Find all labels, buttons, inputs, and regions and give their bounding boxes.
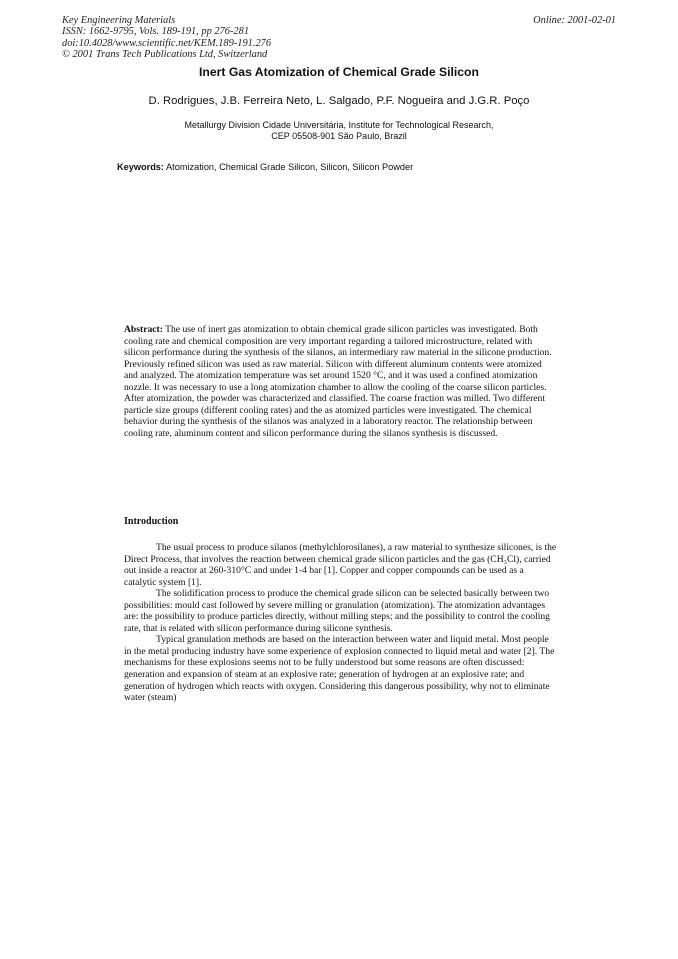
introduction-heading: Introduction bbox=[124, 516, 179, 527]
keywords-label: Keywords: bbox=[117, 162, 164, 172]
abstract-label: Abstract: bbox=[124, 324, 163, 335]
journal-header bbox=[62, 15, 271, 60]
abstract-text: The use of inert gas atomization to obtain chemical grade silicon particles was investigated. Both cooling rate and chemical composition are very important regarding a tailored microstructure, related with silicon performance during the synthesis of the silanos, an intermediary raw material in the silicone production. Previously refined silicon was used as raw material. Silicon with different aluminum contents were atomized and analyzed. The atomization temperature was set around 1520 °C, and it was used a confined atomization nozzle. It was necessary to use a long atomization chamber to allow the cooling of the coarse silicon particles. After atomization, the powder was characterized and classified. The coarse fraction was milled. Two different particle size groups (different cooling rates) and the as atomized particles were investigated. The chemical behavior during the synthesis of the silanos was analyzed in a laboratory reactor. The relationship between cooling rate, aluminum content and silicon performance during the silanos synthesis is discussed. bbox=[124, 324, 552, 439]
affiliation-line-1: Metallurgy Division Cidade Universitária, Institute for Technological Research, bbox=[184, 120, 494, 130]
keywords-text: Atomization, Chemical Grade Silicon, Silicon, Silicon Powder bbox=[166, 162, 414, 172]
journal-name: Key Engineering Materials bbox=[62, 15, 176, 26]
affiliation bbox=[0, 120, 678, 143]
keywords bbox=[117, 162, 413, 172]
paragraph-1: The usual process to produce silanos (methylchlorosilanes), a raw material to synthesize silicones, is the Direct Process, that involves the reaction between chemical grade silicon particles and the gas (CH₃Cl), carried out inside a reactor at 260-310°C and under 1-4 bar [1]. Copper and copper compounds can be used as a catalytic system [1]. bbox=[124, 542, 557, 588]
author-list: D. Rodrigues, J.B. Ferreira Neto, L. Salgado, P.F. Nogueira and J.G.R. Poço bbox=[148, 95, 530, 107]
doi-line: doi:10.4028/www.scientific.net/KEM.189-191.276 bbox=[62, 37, 272, 49]
online-date: Online: 2001-02-01 bbox=[533, 15, 616, 26]
copyright-line: © 2001 Trans Tech Publications Ltd, Switzerland bbox=[62, 48, 268, 60]
issn-line: ISSN: 1662-9795, Vols. 189-191, pp 276-281 bbox=[62, 26, 250, 38]
paragraph-2: The solidification process to produce the chemical grade silicon can be selected basically between two possibilities: mould cast followed by severe milling or granulation (atomization). The atomization advantages are: the possibility to produce particles directly, without milling steps; and the possibility to control the cooling rate, that is related with silicon performance during silicone synthesis. bbox=[124, 588, 550, 634]
paragraph-3: Typical granulation methods are based on the interaction between water and liquid metal. Most people in the metal producing industry have some experience of explosion connected to liquid metal and water [2]. The mechanisms for these explosions seems not to be fully understood but some reasons are often discussed: generation and expansion of steam at an explosive rate; generation of hydrogen at an explosive rate; and generation of hydrogen which reacts with oxygen. Considering this dangerous possibility, why not to eliminate water (steam) bbox=[124, 634, 555, 704]
abstract bbox=[124, 324, 558, 439]
affiliation-line-2: CEP 05508-901 São Paulo, Brazil bbox=[271, 131, 407, 142]
paper-title: Inert Gas Atomization of Chemical Grade Silicon bbox=[199, 65, 479, 79]
introduction-body bbox=[124, 542, 558, 704]
